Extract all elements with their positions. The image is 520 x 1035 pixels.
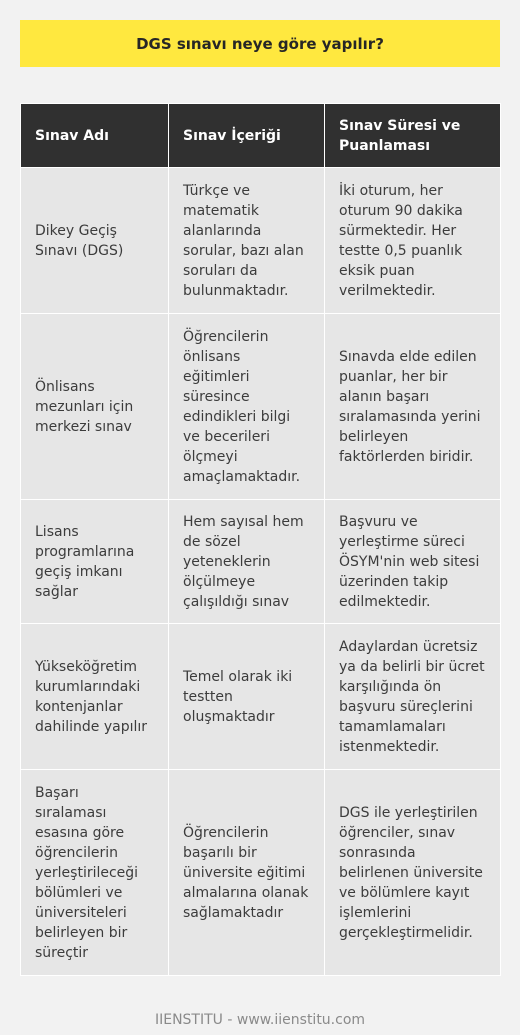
header-sinav-adi: Sınav Adı <box>21 104 169 168</box>
table-cell: Sınavda elde edilen puanlar, her bir alanın başarı sıralamasında yerini belirleyen faktörlerden biridir. <box>325 314 501 500</box>
table-row <box>21 624 501 770</box>
table-cell: Başvuru ve yerleştirme süreci ÖSYM'nin web sitesi üzerinden takip edilmektedir. <box>325 500 501 624</box>
header-sinav-suresi: Sınav Süresi ve Puanlaması <box>325 104 501 168</box>
table-cell: İki oturum, her oturum 90 dakika sürmektedir. Her testte 0,5 puanlık eksik puan verilmektedir. <box>325 168 501 314</box>
table-row <box>21 500 501 624</box>
table-row <box>21 770 501 976</box>
title-banner <box>20 20 500 67</box>
table-cell: Yükseköğretim kurumlarındaki kontenjanlar dahilinde yapılır <box>21 624 169 770</box>
table-cell: DGS ile yerleştirilen öğrenciler, sınav sonrasında belirlenen üniversite ve bölümlere kayıt işlemlerini gerçekleştirmelidir. <box>325 770 501 976</box>
table-cell: Öğrencilerin önlisans eğitimleri süresince edindikleri bilgi ve becerileri ölçmeyi amaçlamaktadır. <box>169 314 325 500</box>
table-cell: Türkçe ve matematik alanlarında sorular, bazı alan soruları da bulunmaktadır. <box>169 168 325 314</box>
page-title: DGS sınavı neye göre yapılır? <box>136 34 384 53</box>
footer-credit: IIENSTITU - www.iienstitu.com <box>154 1012 366 1028</box>
dgs-info-table <box>20 103 501 976</box>
table-row <box>21 314 501 500</box>
table-cell: Önlisans mezunları için merkezi sınav <box>21 314 169 500</box>
table-cell: Temel olarak iki testten oluşmaktadır <box>169 624 325 770</box>
table-cell: Adaylardan ücretsiz ya da belirli bir ücret karşılığında ön başvuru süreçlerini tamamlamaları istenmektedir. <box>325 624 501 770</box>
table-cell: Lisans programlarına geçiş imkanı sağlar <box>21 500 169 624</box>
table-header-row <box>21 104 501 168</box>
table-row <box>21 168 501 314</box>
table-cell: Hem sayısal hem de sözel yeteneklerin ölçülmeye çalışıldığı sınav <box>169 500 325 624</box>
table-cell: Öğrencilerin başarılı bir üniversite eğitimi almalarına olanak sağlamaktadır <box>169 770 325 976</box>
table-cell: Başarı sıralaması esasına göre öğrencilerin yerleştirileceği bölümleri ve üniversiteleri belirleyen bir süreçtir <box>21 770 169 976</box>
table-cell: Dikey Geçiş Sınavı (DGS) <box>21 168 169 314</box>
header-sinav-icerigi: Sınav İçeriği <box>169 104 325 168</box>
